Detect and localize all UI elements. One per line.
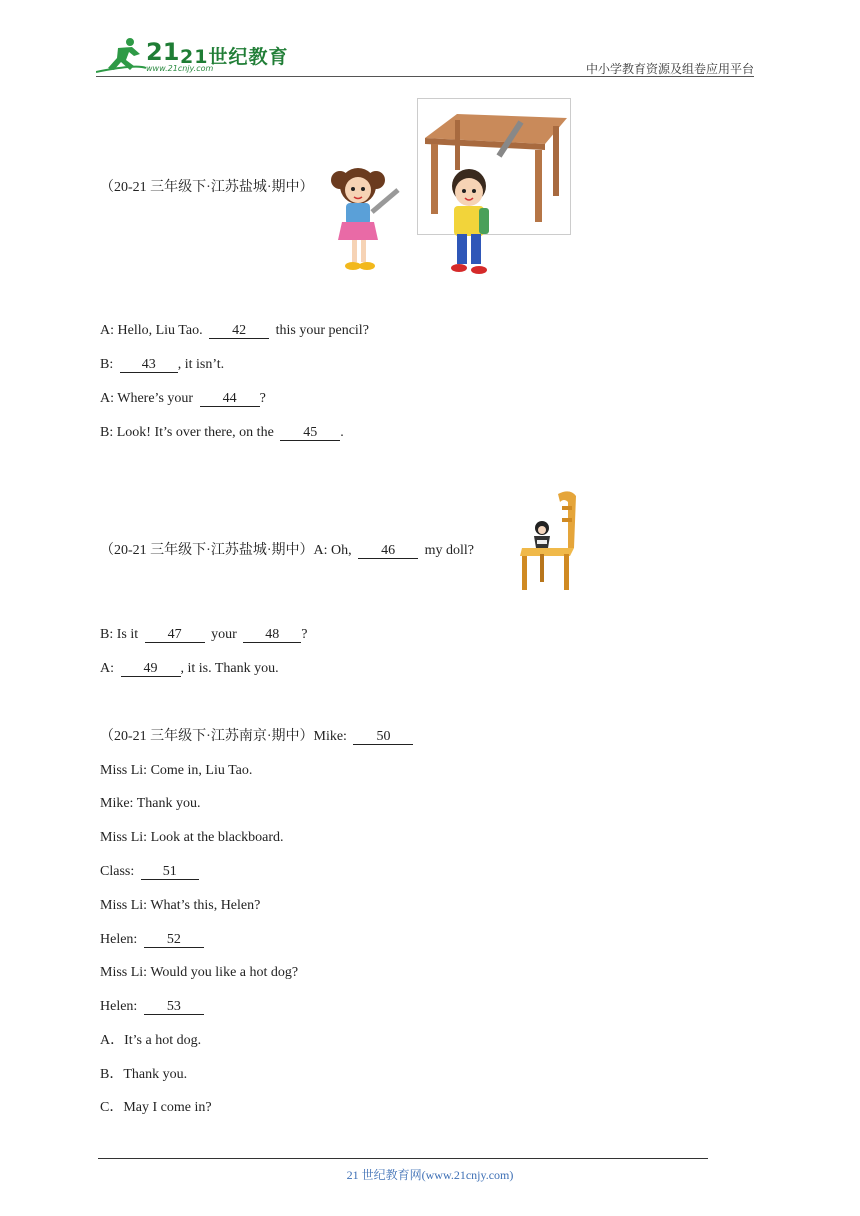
dialogue-line: Miss Li: Would you like a hot dog?: [100, 965, 299, 980]
dialogue-text: .: [340, 425, 344, 440]
dialogue-text: , it is. Thank you.: [180, 661, 279, 676]
dialogue-line-44: [100, 390, 266, 408]
blank-43[interactable]: 43: [120, 357, 178, 373]
section3-first-line: [100, 728, 416, 746]
dialogue-text: B:: [100, 357, 114, 372]
option-a: A．It’s a hot dog.: [100, 1033, 202, 1048]
dialogue-text: this your pencil?: [275, 323, 369, 338]
table-with-pencil-image: [417, 98, 571, 280]
dialogue-line-49: [100, 660, 279, 678]
blank-48[interactable]: 48: [243, 627, 301, 643]
dialogue-line: Miss Li: What’s this, Helen?: [100, 898, 261, 913]
blank-44[interactable]: 44: [200, 391, 260, 407]
dialogue-text: A: Hello, Liu Tao.: [100, 323, 203, 338]
section2-first-line: [100, 542, 474, 560]
footer-divider: [98, 1158, 708, 1159]
header-divider: [96, 76, 754, 77]
blank-50[interactable]: 50: [353, 729, 413, 745]
dialogue-line-43: [100, 356, 224, 374]
dialogue-line-45: [100, 424, 344, 442]
dialogue-text: ?: [259, 391, 266, 406]
blank-51[interactable]: 51: [141, 864, 199, 880]
logo-text: 21世纪教育: [180, 46, 289, 68]
blank-46[interactable]: 46: [358, 543, 418, 559]
chair-with-doll-image: [518, 488, 582, 594]
dialogue-text: , it isn’t.: [177, 357, 225, 372]
section3-source: （20-21 三年级下·江苏南京·期中）: [100, 729, 314, 744]
blank-52[interactable]: 52: [144, 932, 204, 948]
dialogue-line-51: [100, 863, 202, 881]
dialogue-text: Helen:: [100, 999, 138, 1014]
logo-url: www.21cnjy.com: [146, 64, 214, 73]
footer-link[interactable]: 21 世纪教育网(www.21cnjy.com): [346, 1168, 514, 1182]
section2-source: （20-21 三年级下·江苏盐城·期中）: [100, 543, 314, 558]
dialogue-line-52: [100, 931, 207, 949]
dialogue-line-47-48: [100, 626, 308, 644]
dialogue-text: A: Where’s your: [100, 391, 194, 406]
blank-47[interactable]: 47: [145, 627, 205, 643]
dialogue-line: Mike: Thank you.: [100, 796, 201, 811]
blank-49[interactable]: 49: [121, 661, 181, 677]
dialogue-text: Class:: [100, 864, 135, 879]
header-platform-text: 中小学教育资源及组卷应用平台: [585, 62, 754, 76]
option-b: B．Thank you.: [100, 1067, 188, 1082]
blank-42[interactable]: 42: [209, 323, 269, 339]
dialogue-line: Miss Li: Look at the blackboard.: [100, 830, 284, 845]
dialogue-line: Miss Li: Come in, Liu Tao.: [100, 763, 253, 778]
dialogue-line-53: [100, 998, 207, 1016]
dialogue-text: B: Look! It’s over there, on the: [100, 425, 274, 440]
dialogue-text: Mike:: [313, 729, 347, 744]
blank-53[interactable]: 53: [144, 999, 204, 1015]
dialogue-text: B: Is it: [100, 627, 139, 642]
section1-source: （20-21 三年级下·江苏盐城·期中）: [100, 180, 314, 195]
dialogue-text: ?: [301, 627, 308, 642]
dialogue-text: A: Oh,: [313, 543, 352, 558]
blank-45[interactable]: 45: [280, 425, 340, 441]
dialogue-text: Helen:: [100, 932, 138, 947]
option-c: C．May I come in?: [100, 1100, 212, 1115]
dialogue-text: my doll?: [424, 543, 475, 558]
girl-image: [328, 160, 402, 276]
dialogue-text: A:: [100, 661, 114, 676]
svg-text:21: 21: [146, 38, 180, 66]
dialogue-line-42: [100, 322, 369, 340]
dialogue-text: your: [211, 627, 237, 642]
